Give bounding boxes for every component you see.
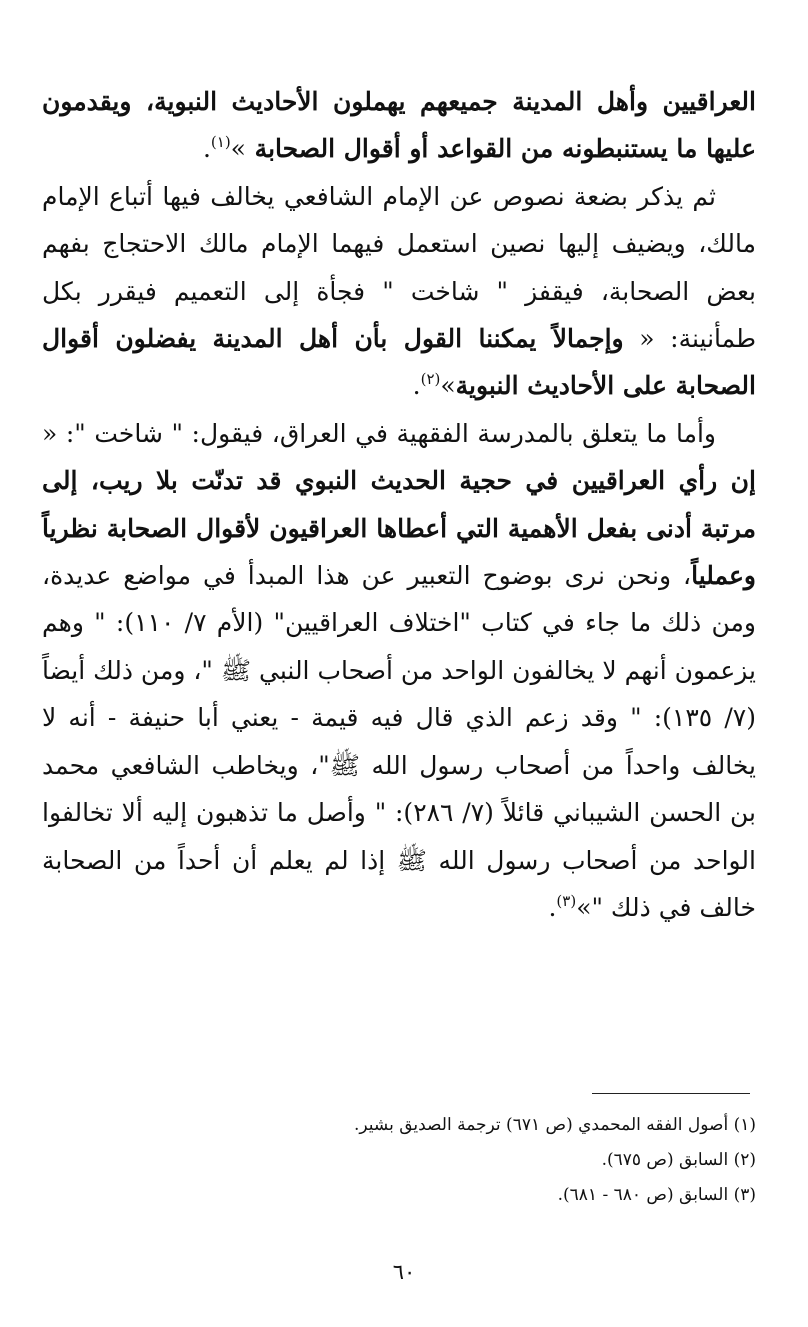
- paragraph: [42, 78, 756, 173]
- text-run: .: [412, 371, 421, 401]
- footnote-ref: (١): [210, 133, 231, 152]
- page-number: ٦٠: [392, 1260, 416, 1284]
- quoted-text: إن رأي العراقيين في حجية الحديث النبوي قد تدنّت بلا ريب، إلى مرتبة أدنى بفعل الأهمية التي أعطاها العراقيون لأقوال الصحابة نظرياً وعملياً: [42, 466, 756, 591]
- text-run: ثم يذكر بضعة نصوص عن الإمام الشافعي يخالف فيها أتباع الإمام مالك، ويضيف إليها نصين استعمل فيهما الإمام مالك الاحتجاج بفهم بعض الصحابة، فيقفز " شاخت " فجأة إلى التعميم فيقرر بكل طمأنينة: «: [42, 181, 757, 354]
- footnote-3: (٣) السابق (ص ٦٨٠ - ٦٨١).: [557, 1185, 756, 1205]
- text-run: وأما ما يتعلق بالمدرسة الفقهية في العراق، فيقول: " شاخت ": «: [42, 418, 716, 448]
- quoted-text: العراقيين وأهل المدينة جميعهم يهملون الأحاديث النبوية، ويقدمون عليها ما يستنبطونه من القواعد أو أقوال الصحابة: [42, 87, 756, 164]
- text-run: .: [202, 134, 211, 164]
- main-text: [42, 78, 756, 931]
- footnote-ref: (٣): [556, 891, 577, 910]
- paragraph: [42, 173, 756, 410]
- paragraph: [42, 410, 756, 931]
- text-run: »: [230, 134, 246, 164]
- text-run: ، ونحن نرى بوضوح التعبير عن هذا المبدأ في مواضع عديدة، ومن ذلك ما جاء في كتاب "اختلاف العراقيين" (الأم ٧/ ١١٠): " وهم يزعمون أنهم لا يخالفون الواحد من أصحاب النبي ﷺ "، ومن ذلك أيضاً (٧/ ١٣٥): " وقد زعم الذي قال فيه قيمة - يعني أبا حنيفة - أنه لا يخالف واحداً من أصحاب رسول الله ﷺ"، ويخاطب الشافعي محمد بن الحسن الشيباني قائلاً (٧/ ٢٨٦): " وأصل ما تذهبون إليه ألا تخالفوا الواحد من أصحاب رسول الله ﷺ إذا لم يعلم أن أحداً من الصحابة خالف في ذلك "»: [42, 561, 757, 922]
- footnote-separator: [592, 1093, 750, 1094]
- text-run: .: [548, 892, 557, 922]
- footnotes: [42, 1108, 756, 1213]
- footnote-2: (٢) السابق (ص ٦٧٥).: [601, 1150, 756, 1170]
- footnote-ref: (٢): [420, 370, 441, 389]
- text-run: »: [440, 371, 456, 401]
- footnote-1: (١) أصول الفقه المحمدي (ص ٦٧١) ترجمة الصديق بشير.: [354, 1115, 756, 1135]
- quoted-text: وإجمالاً يمكننا القول بأن أهل المدينة يفضلون أقوال الصحابة على الأحاديث النبوية: [42, 324, 756, 401]
